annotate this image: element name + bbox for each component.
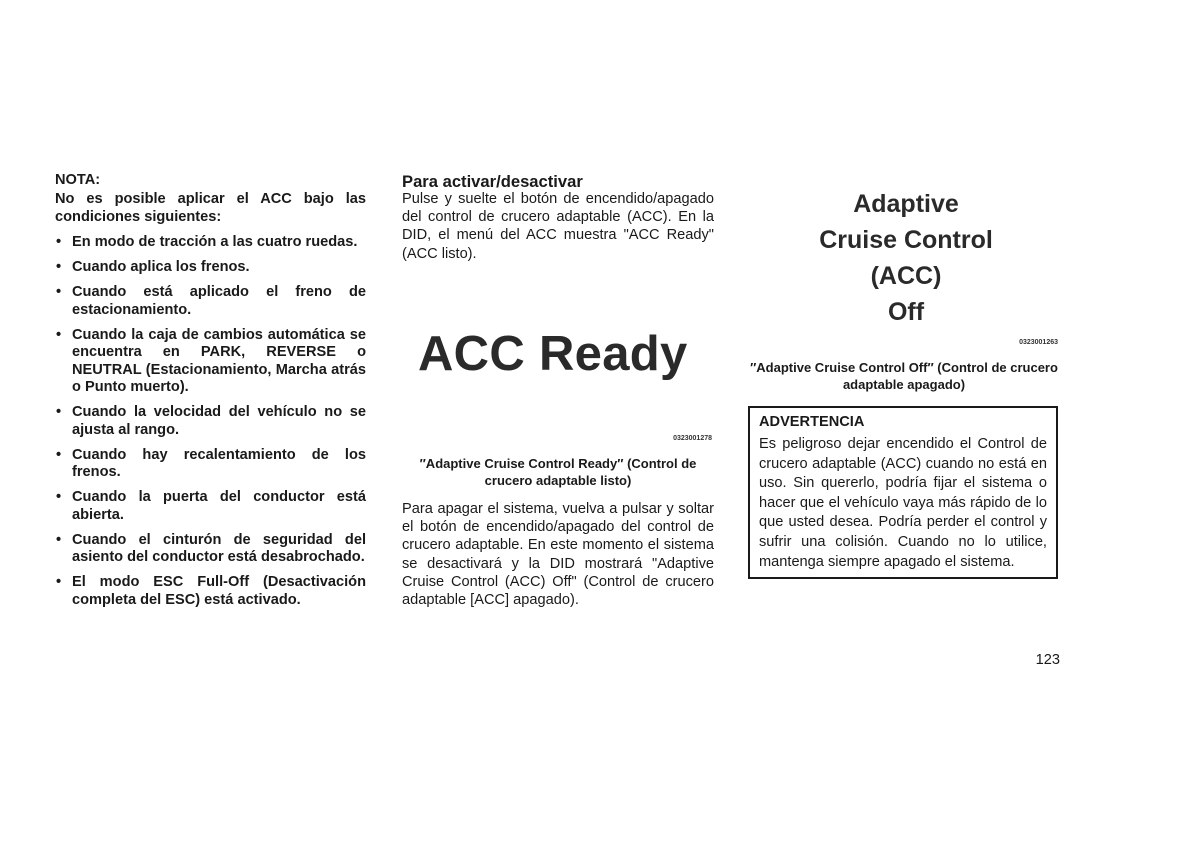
bullet-icon: • (56, 234, 62, 250)
list-item (55, 284, 366, 319)
list-item (55, 259, 366, 277)
list-item-text: El modo ESC Full-Off (Desactivación completa del ESC) está activado. (72, 574, 366, 608)
note-label: NOTA: (55, 172, 101, 188)
list-item-text: Cuando está aplicado el freno de estacionamiento. (72, 284, 366, 318)
warning-box (748, 406, 1058, 579)
activate-paragraph: Pulse y suelte el botón de encendido/apagado del control de crucero adaptable (ACC). En la DID, el menú del ACC muestra "ACC Ready" (ACC listo). (402, 191, 714, 262)
display-line: Off (887, 298, 925, 326)
list-item (55, 532, 366, 567)
bullet-icon: • (56, 446, 62, 463)
list-item (55, 447, 366, 482)
acc-off-figure (748, 186, 1060, 351)
list-item-text: En modo de tracción a las cuatro ruedas. (72, 234, 358, 250)
bullet-icon: • (56, 531, 62, 548)
list-item-text: Cuando la caja de cambios automática se encuentra en PARK, REVERSE o NEUTRAL (Estacionamiento, Marcha atrás o Punto muerto). (72, 326, 366, 395)
acc-ready-display-text: ACC Ready (418, 327, 688, 381)
figure-caption: ″Adaptive Cruise Control Off″ (Control de crucero adaptable apagado) (750, 360, 1058, 392)
list-item-text: Cuando el cinturón de seguridad del asiento del conductor está desabrochado. (72, 531, 366, 565)
figure-code: 0323001278 (673, 435, 712, 442)
bullet-icon: • (56, 574, 62, 590)
display-line: (ACC) (870, 262, 942, 290)
list-item (55, 327, 366, 397)
bullet-icon: • (56, 259, 62, 275)
figure-code: 0323001263 (1019, 339, 1058, 346)
bullet-icon: • (56, 404, 62, 420)
list-item (55, 404, 366, 439)
warning-text: Es peligroso dejar encendido el Control de crucero adaptable (ACC) cuando no está en uso. Sin quererlo, podría fijar el sistema o hacer que el vehículo vaya más rápido de lo que usted desea. Podría perder el control y sufrir una colisión. Cuando no lo utilice, mantenga siempre apagado el sistema. (759, 436, 1047, 570)
list-item (55, 574, 366, 609)
bullet-icon: • (56, 326, 62, 343)
page-number: 123 (1035, 652, 1060, 668)
list-item-text: Cuando la puerta del conductor está abierta. (72, 489, 366, 523)
list-item (55, 489, 366, 524)
list-item-text: Cuando hay recalentamiento de los frenos. (72, 446, 366, 480)
list-item-text: Cuando aplica los frenos. (72, 259, 250, 275)
note-conditions-list (55, 234, 366, 617)
bullet-icon: • (56, 489, 62, 505)
list-item-text: Cuando la velocidad del vehículo no se ajusta al rango. (72, 404, 366, 438)
display-line: Adaptive (853, 190, 959, 218)
section-heading: Para activar/desactivar (402, 172, 583, 191)
acc-ready-figure (402, 322, 714, 447)
bullet-icon: • (56, 284, 62, 300)
warning-title: ADVERTENCIA (759, 414, 865, 430)
figure-caption: ″Adaptive Cruise Control Ready″ (Control de crucero adaptable listo) (419, 456, 697, 488)
acc-off-display-text (748, 186, 1064, 330)
note-intro: No es posible aplicar el ACC bajo las condiciones siguientes: (55, 191, 366, 225)
display-line: Cruise Control (819, 226, 993, 254)
deactivate-paragraph: Para apagar el sistema, vuelva a pulsar y soltar el botón de encendido/apagado del control de crucero adaptable. En este momento el sistema se desactivará y la DID mostrará "Adaptive Cruise Control (ACC) Off" (Control de crucero adaptable [ACC] apagado). (402, 501, 714, 609)
list-item (55, 234, 366, 252)
